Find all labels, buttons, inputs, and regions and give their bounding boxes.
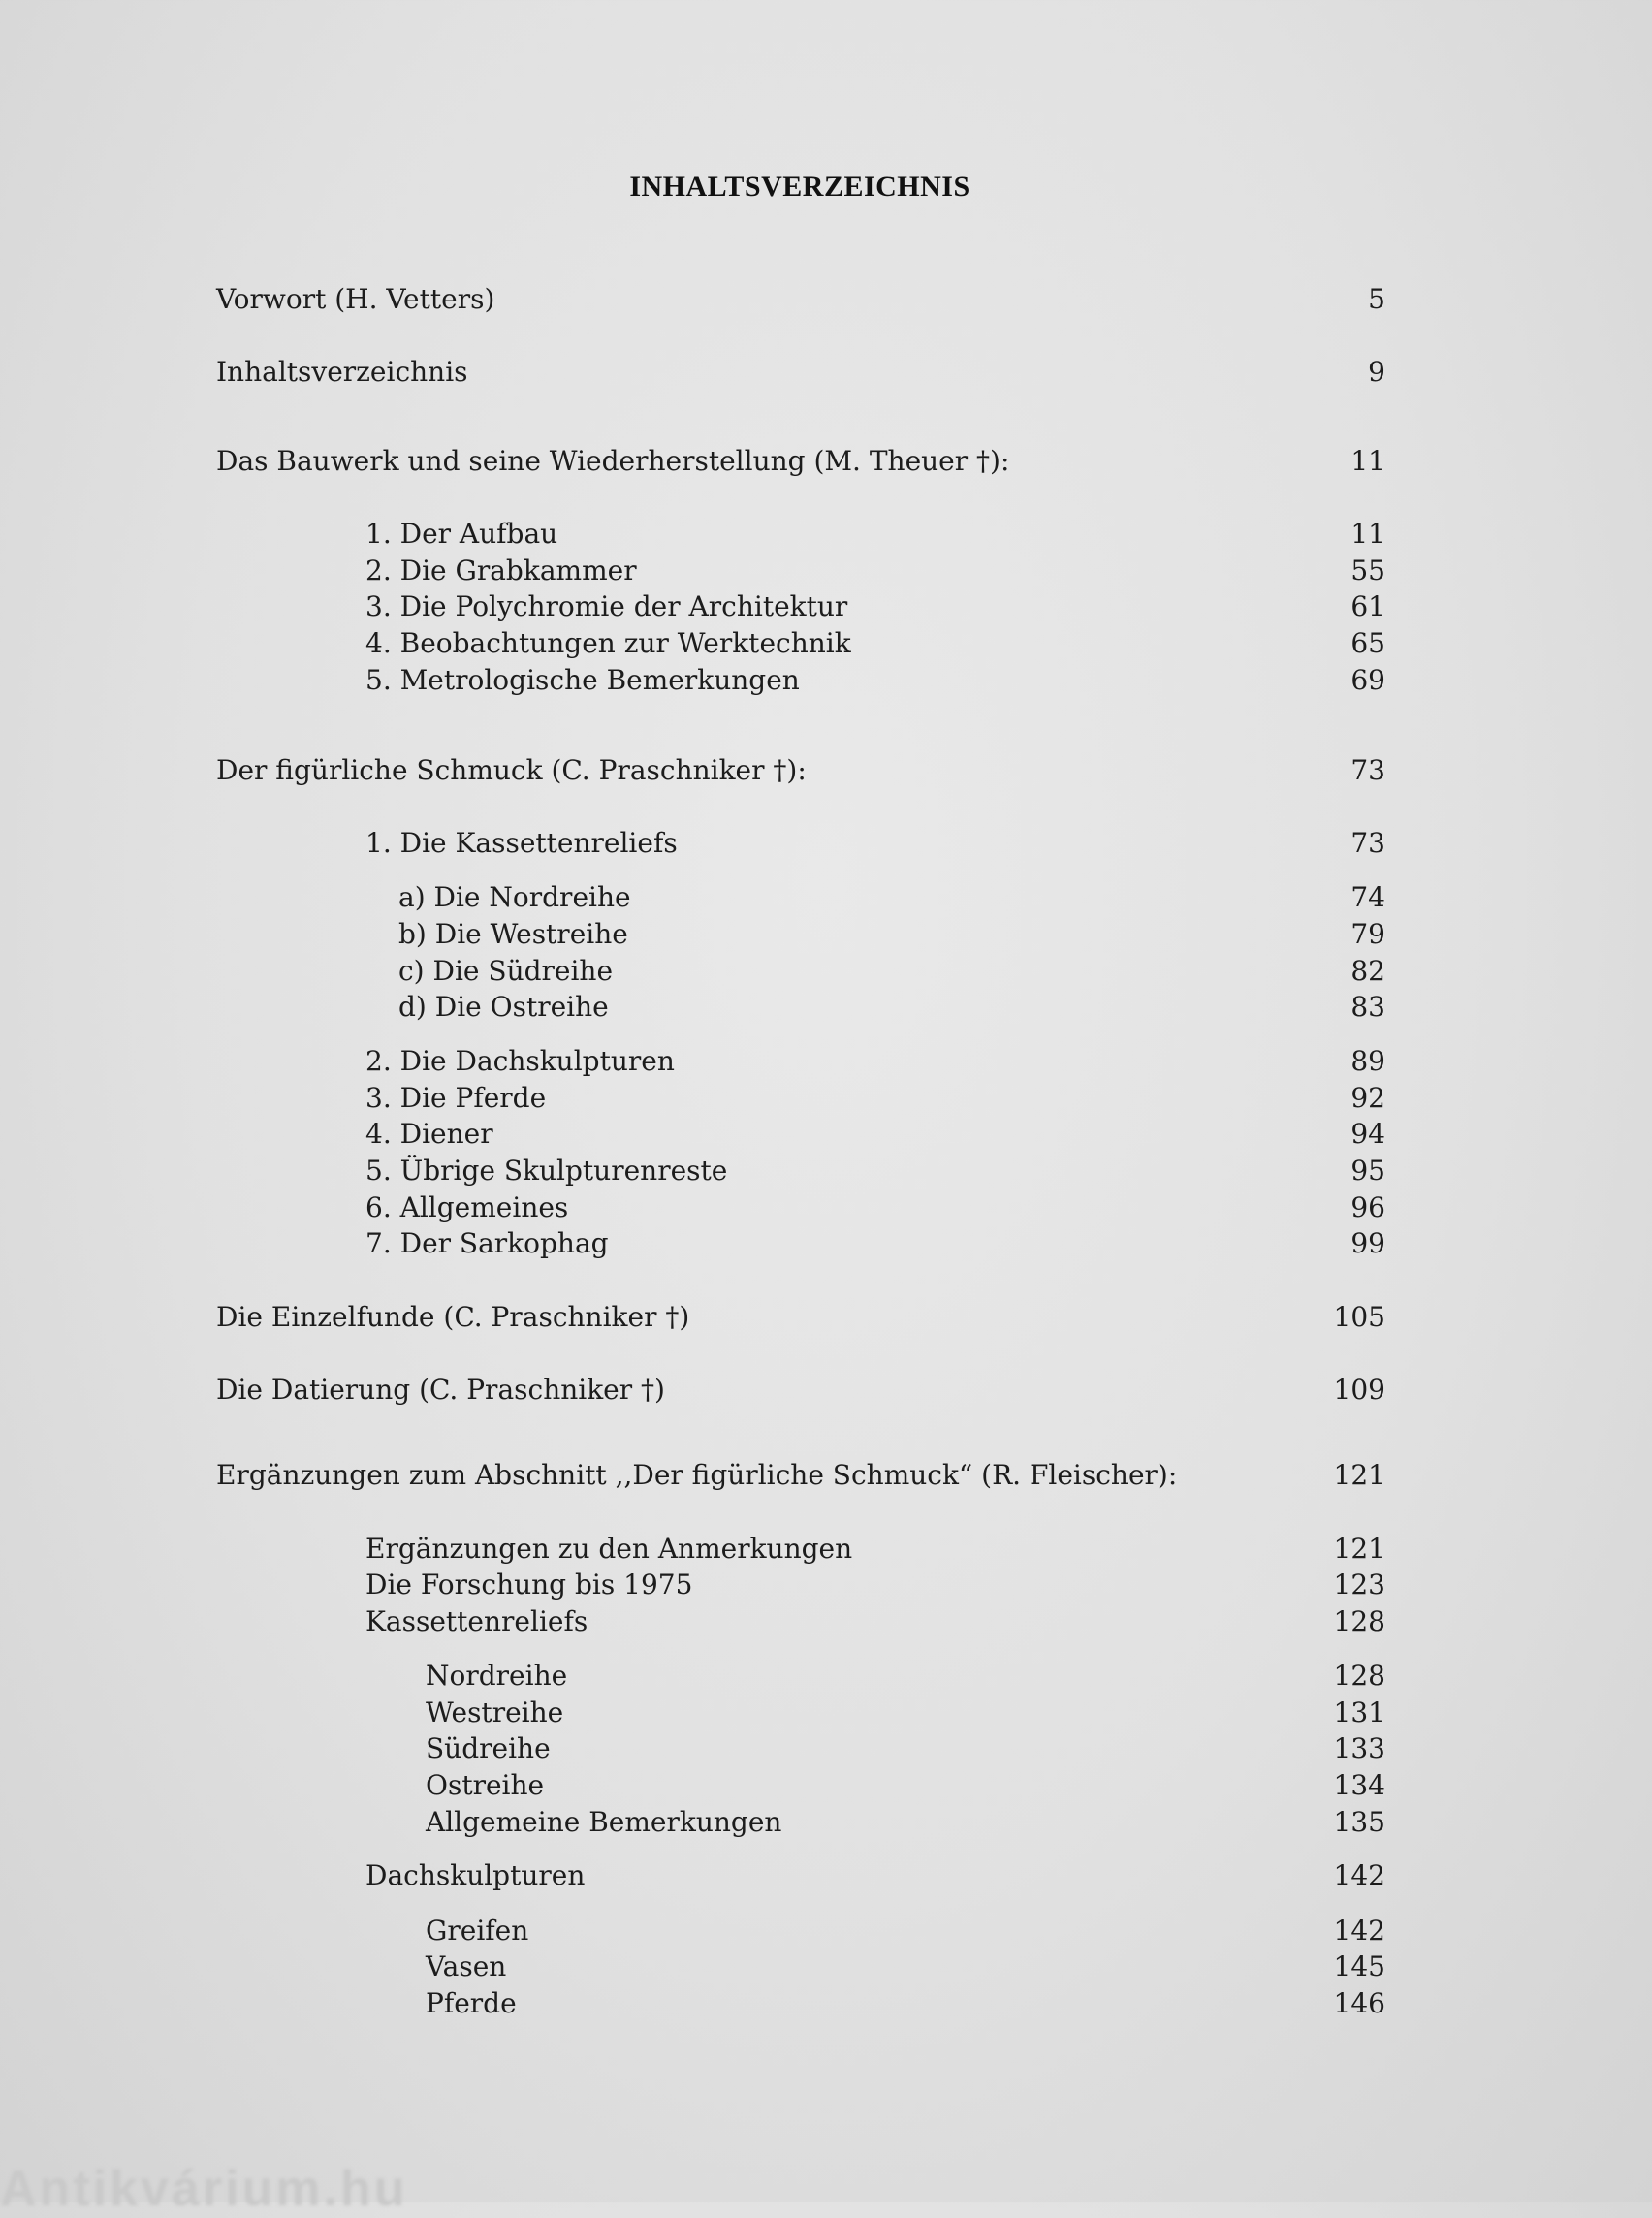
toc-entry-page: 99 bbox=[1350, 1227, 1385, 1259]
toc-entry-page: 145 bbox=[1333, 1950, 1385, 1982]
toc-entry-page: 83 bbox=[1350, 991, 1385, 1023]
toc-entry-page: 96 bbox=[1350, 1191, 1385, 1223]
toc-entry-label: 4. Diener bbox=[365, 1118, 493, 1150]
toc-entry-page: 135 bbox=[1333, 1806, 1385, 1838]
toc-entry-page: 73 bbox=[1350, 754, 1385, 786]
toc-entry-page: 79 bbox=[1350, 918, 1385, 950]
toc-entry-page: 146 bbox=[1333, 1987, 1385, 2019]
toc-entry-label: 7. Der Sarkophag bbox=[365, 1227, 609, 1259]
toc-entry-label: 6. Allgemeines bbox=[365, 1191, 569, 1223]
toc-entry-page: 5 bbox=[1368, 283, 1385, 315]
toc-entry-label: Die Datierung (C. Praschniker †) bbox=[216, 1374, 665, 1406]
toc-entry-label: Die Forschung bis 1975 bbox=[365, 1568, 693, 1600]
toc-entry-label: Dachskulpturen bbox=[365, 1859, 586, 1891]
toc-entry-page: 142 bbox=[1333, 1859, 1385, 1891]
toc-entry-page: 89 bbox=[1350, 1045, 1385, 1077]
toc-entry-label: a) Die Nordreihe bbox=[398, 881, 631, 913]
toc-entry-label: Westreihe bbox=[426, 1696, 564, 1728]
toc-entry-label: 2. Die Dachskulpturen bbox=[365, 1045, 675, 1077]
toc-entry-page: 142 bbox=[1333, 1915, 1385, 1947]
toc-entry-page: 133 bbox=[1333, 1732, 1385, 1764]
toc-entry-page: 11 bbox=[1350, 445, 1385, 477]
toc-entry-label: Südreihe bbox=[426, 1732, 551, 1764]
toc-entry-page: 131 bbox=[1333, 1696, 1385, 1728]
toc-entry-label: 4. Beobachtungen zur Werktechnik bbox=[365, 627, 851, 659]
toc-entry-label: d) Die Ostreihe bbox=[398, 991, 609, 1023]
toc-entry-label: Greifen bbox=[426, 1915, 529, 1947]
toc-entry-label: Die Einzelfunde (C. Praschniker †) bbox=[216, 1301, 690, 1333]
toc-entry-label: Vasen bbox=[426, 1950, 507, 1982]
toc-entry-page: 123 bbox=[1333, 1568, 1385, 1600]
toc-entry-page: 105 bbox=[1333, 1301, 1385, 1333]
toc-entry-label: Kassettenreliefs bbox=[365, 1605, 588, 1637]
toc-entry-label: Allgemeine Bemerkungen bbox=[426, 1806, 782, 1838]
toc-entry-page: 61 bbox=[1350, 590, 1385, 622]
toc-entry-page: 74 bbox=[1350, 881, 1385, 913]
toc-entry-page: 128 bbox=[1333, 1660, 1385, 1692]
toc-entry-label: 2. Die Grabkammer bbox=[365, 554, 637, 586]
page-title: INHALTSVERZEICHNIS bbox=[629, 171, 970, 203]
toc-entry-label: 1. Die Kassettenreliefs bbox=[365, 827, 678, 859]
toc-entry-page: 121 bbox=[1333, 1459, 1385, 1491]
toc-entry-page: 11 bbox=[1350, 518, 1385, 550]
toc-entry-label: Das Bauwerk und seine Wiederherstellung (M. Theuer †): bbox=[216, 445, 1010, 477]
toc-entry-page: 9 bbox=[1368, 356, 1385, 388]
toc-entry-page: 69 bbox=[1350, 664, 1385, 696]
toc-entry-label: b) Die Westreihe bbox=[398, 918, 628, 950]
toc-entry-label: 3. Die Pferde bbox=[365, 1082, 547, 1114]
toc-entry-label: 1. Der Aufbau bbox=[365, 518, 558, 550]
toc-entry-label: 5. Übrige Skulpturenreste bbox=[365, 1155, 728, 1187]
toc-entry-page: 128 bbox=[1333, 1605, 1385, 1637]
toc-entry-page: 121 bbox=[1333, 1533, 1385, 1565]
toc-entry-page: 109 bbox=[1333, 1374, 1385, 1406]
toc-entry-label: 5. Metrologische Bemerkungen bbox=[365, 664, 800, 696]
toc-entry-page: 82 bbox=[1350, 955, 1385, 987]
toc-entry-page: 95 bbox=[1350, 1155, 1385, 1187]
toc-entry-label: Inhaltsverzeichnis bbox=[216, 356, 468, 388]
toc-entry-label: Ergänzungen zu den Anmerkungen bbox=[365, 1533, 853, 1565]
toc-entry-label: Pferde bbox=[426, 1987, 517, 2019]
toc-entry-page: 92 bbox=[1350, 1082, 1385, 1114]
toc-entry-page: 65 bbox=[1350, 627, 1385, 659]
toc-entry-label: 3. Die Polychromie der Architektur bbox=[365, 590, 848, 622]
watermark: Antikvárium.hu bbox=[0, 2161, 408, 2217]
toc-entry-label: c) Die Südreihe bbox=[398, 955, 614, 987]
toc-entry-label: Ostreihe bbox=[426, 1769, 545, 1801]
toc-entry-page: 134 bbox=[1333, 1769, 1385, 1801]
toc-entry-label: Ergänzungen zum Abschnitt ,,Der figürliche Schmuck“ (R. Fleischer): bbox=[216, 1459, 1178, 1491]
toc-entry-page: 73 bbox=[1350, 827, 1385, 859]
toc-entry-label: Nordreihe bbox=[426, 1660, 568, 1692]
toc-entry-page: 94 bbox=[1350, 1118, 1385, 1150]
toc-entry-page: 55 bbox=[1350, 554, 1385, 586]
toc-entry-label: Der figürliche Schmuck (C. Praschniker †): bbox=[216, 754, 807, 786]
toc-entry-label: Vorwort (H. Vetters) bbox=[216, 283, 495, 315]
